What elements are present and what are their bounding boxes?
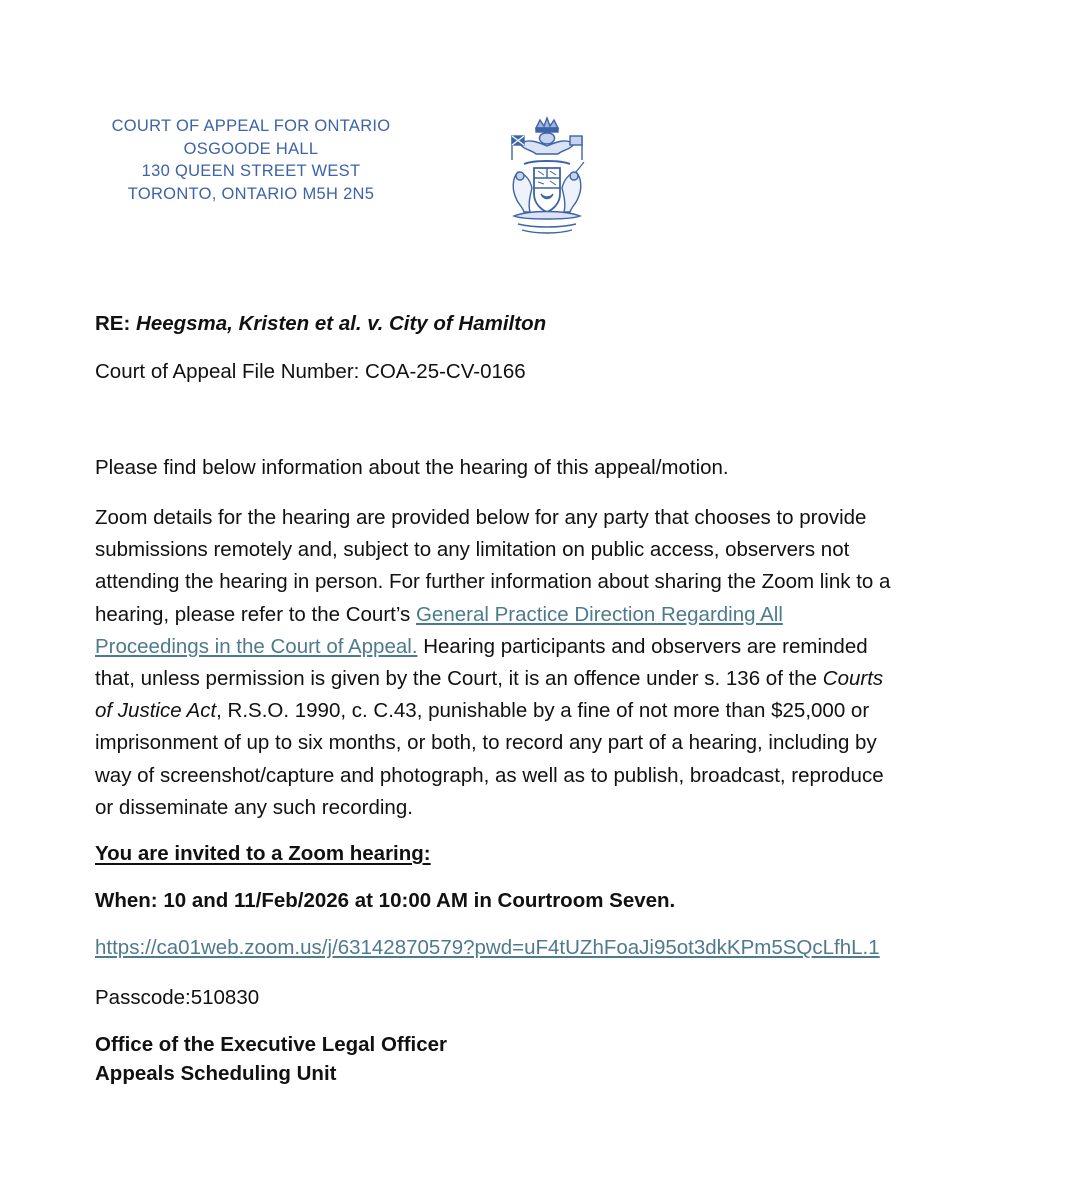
zoom-link[interactable]: https://ca01web.zoom.us/j/63142870579?pwd=uF4tUZhFoaJi95ot3dkKPm5SQcLfhL.1 [95,936,880,959]
hearing-when: When: 10 and 11/Feb/2026 at 10:00 AM in Courtroom Seven. [95,889,676,912]
paragraph-line: way of screenshot/capture and photograph, as well as to publish, broadcast, reproduce [95,763,884,787]
paragraph-line: Zoom details for the hearing are provided below for any party that chooses to provide [95,506,867,529]
paragraph-text: that, unless permission is given by the Court, it is an offence under s. 136 of the [95,667,823,691]
paragraph-line: imprisonment of up to six months, or both, to record any part of a hearing, including by [95,731,877,755]
statute-name: Courts [822,667,884,691]
paragraph-line: submissions remotely and, subject to any limitation on public access, observers not [95,538,850,562]
paragraph-text: , R.S.O. 1990, c. C.43, punishable by a fine of not more than $25,000 or [216,699,870,723]
paragraph-text: Hearing participants and observers are reminded [417,634,868,658]
paragraph-line [95,663,1015,695]
city-postal: TORONTO, ONTARIO M5H 2N5 [127,184,375,203]
practice-direction-link-continued[interactable]: Proceedings in the Court of Appeal. [95,634,418,658]
re-line [95,308,546,340]
court-name: COURT OF APPEAL FOR ONTARIO [111,117,391,135]
case-name: Heegsma, Kristen et al. v. City of Hamilton [136,312,547,335]
letterhead [92,115,410,205]
unit-name: Appeals Scheduling Unit [95,1062,337,1085]
paragraph-line [95,695,1015,727]
invite-heading: You are invited to a Zoom hearing: [95,842,431,865]
statute-name-continued: of Justice Act [95,699,217,723]
paragraph-line [95,631,1015,663]
file-number: Court of Appeal File Number: COA-25-CV-0166 [95,360,526,383]
street-address: 130 QUEEN STREET WEST [141,162,361,180]
paragraph-line: attending the hearing in person. For further information about sharing the Zoom link to a [95,570,891,594]
paragraph-line [95,599,1015,631]
paragraph-line: or disseminate any such recording. [95,795,413,819]
paragraph-text: hearing, please refer to the Court’s [95,602,416,626]
coat-of-arms-icon [500,114,594,236]
passcode: Passcode:510830 [95,986,260,1009]
intro-text: Please find below information about the hearing of this appeal/motion. [95,456,729,479]
zoom-details-paragraph [95,502,1015,824]
practice-direction-link[interactable]: General Practice Direction Regarding All [415,602,783,626]
re-label: RE: [95,312,131,335]
office-name: Office of the Executive Legal Officer [95,1033,448,1056]
zoom-link-line [95,932,880,964]
building-name: OSGOODE HALL [183,139,319,158]
signature-block [95,1030,447,1088]
